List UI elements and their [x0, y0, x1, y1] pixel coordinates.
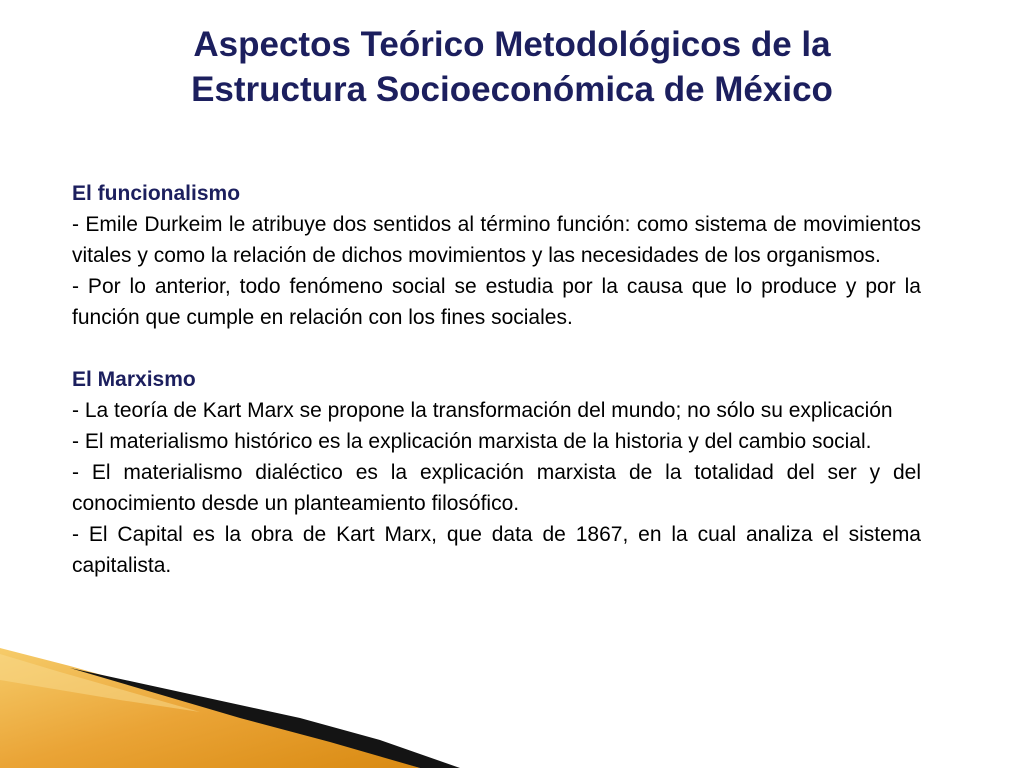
slide-title-line-1: Aspectos Teórico Metodológicos de la	[193, 25, 831, 64]
slide-body	[72, 178, 921, 581]
section-spacer	[72, 333, 921, 364]
section-heading-funcionalismo: El funcionalismo	[72, 182, 241, 205]
slide-title	[100, 22, 924, 112]
marxismo-point-3: - El materialismo dialéctico es la explicación marxista de la totalidad del ser y del conocimiento desde un planteamiento filosófico.	[72, 461, 921, 515]
marxismo-point-2: - El materialismo histórico es la explicación marxista de la historia y del cambio social.	[72, 430, 872, 453]
marxismo-point-4: - El Capital es la obra de Kart Marx, que data de 1867, en la cual analiza el sistema capitalista.	[72, 523, 921, 577]
marxismo-point-1: - La teoría de Kart Marx se propone la transformación del mundo; no sólo su explicación	[72, 399, 893, 422]
funcionalismo-point-2: - Por lo anterior, todo fenómeno social se estudia por la causa que lo produce y por la función que cumple en relación con los fines sociales.	[72, 275, 921, 329]
funcionalismo-point-1: - Emile Durkeim le atribuye dos sentidos al término función: como sistema de movimientos vitales y como la relación de dichos movimientos y las necesidades de los organismos.	[72, 213, 921, 267]
section-heading-marxismo: El Marxismo	[72, 368, 196, 391]
slide-title-line-2: Estructura Socioeconómica de México	[191, 70, 833, 109]
